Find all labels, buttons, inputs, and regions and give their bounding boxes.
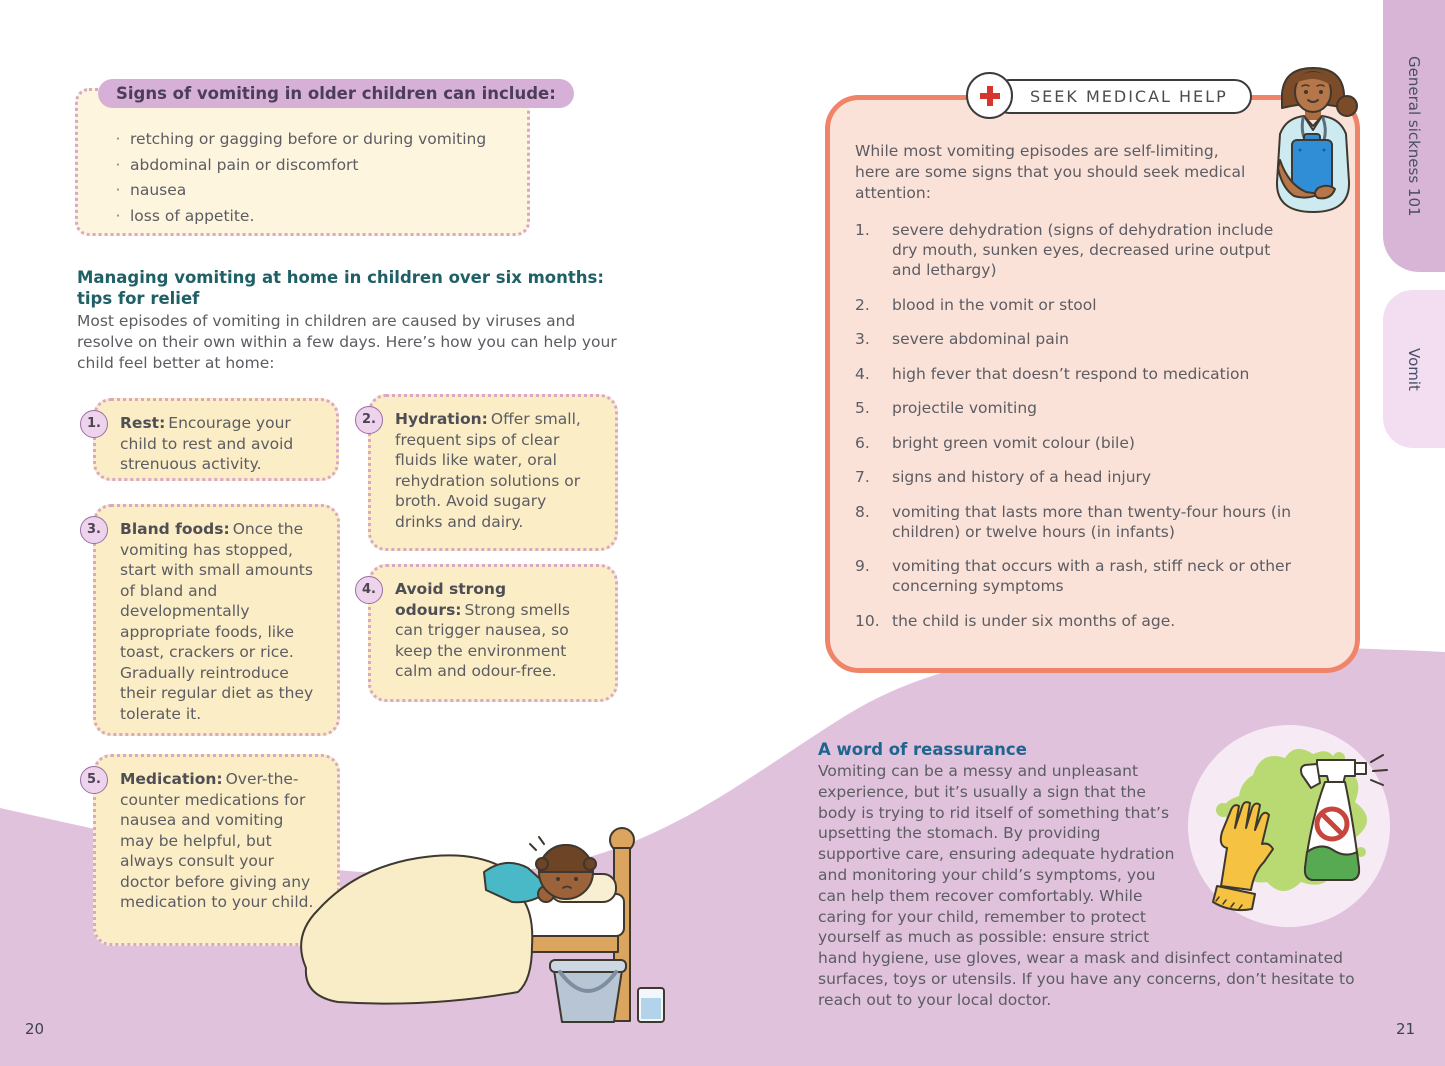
reassurance-section <box>818 740 1396 1011</box>
tip-number-badge: 5. <box>80 766 108 794</box>
signs-of-vomiting-box <box>75 84 556 236</box>
medical-cross-icon <box>966 72 1013 119</box>
list-item: · abdominal pain or discomfort <box>106 153 513 179</box>
tip-box-hydration <box>362 394 618 551</box>
section-intro: Most episodes of vomiting in children are caused by viruses and resolve on their own within a few days. Here’s how you can help your child feel better at home: <box>77 312 617 372</box>
bullet-icon: · <box>115 181 121 199</box>
list-item: 7. signs and history of a head injury <box>855 468 1152 486</box>
seek-medical-help-badge: SEEK MEDICAL HELP <box>992 79 1252 114</box>
medical-box-intro: While most vomiting episodes are self-limiting, here are some signs that you should seek medical attention: <box>855 142 1246 202</box>
list-item: 4. high fever that doesn’t respond to medication <box>855 364 1250 383</box>
list-item: · nausea <box>106 178 513 204</box>
sidebar-tab-general-sickness[interactable]: General sickness 101 <box>1383 0 1445 272</box>
list-item: · loss of appetite. <box>106 204 513 230</box>
text-wrap-spacer <box>1182 761 1396 943</box>
tip-text: Over-the-counter medications for nausea and vomiting may be helpful, but always consult your doctor before giving any medication to your child. <box>120 770 314 911</box>
tip-number-badge: 4. <box>355 576 383 604</box>
sidebar-tab-vomit[interactable]: Vomit <box>1383 290 1445 448</box>
tip-label: Bland foods: <box>120 520 230 538</box>
page-number-right: 21 <box>1396 1020 1416 1038</box>
list-item: 6. bright green vomit colour (bile) <box>855 433 1135 452</box>
list-item: 1. severe dehydration (signs of dehydration include dry mouth, sunken eyes, decreased urine output and lethargy) <box>855 221 1274 279</box>
medical-warning-list <box>855 220 1325 645</box>
list-item: · retching or gagging before or during vomiting <box>106 127 513 153</box>
bullet-icon: · <box>115 206 121 225</box>
tip-box-rest <box>87 398 339 481</box>
tip-text: Offer small, frequent sips of clear fluids like water, oral rehydration solutions or broth. Avoid sugary drinks and dairy. <box>395 410 581 531</box>
tip-box-bland-foods <box>87 504 340 736</box>
list-item: 8. vomiting that lasts more than twenty-four hours (in children) or twelve hours (in infants) <box>855 502 1292 541</box>
tip-number-badge: 2. <box>355 406 383 434</box>
tip-label: Medication: <box>120 770 223 788</box>
tip-label: Hydration: <box>395 410 488 428</box>
tip-box-avoid-odours <box>362 564 618 702</box>
page-number-left: 20 <box>25 1020 45 1038</box>
tip-label: Rest: <box>120 414 166 432</box>
list-item: 10. the child is under six months of age. <box>855 611 1176 630</box>
tip-text: Strong smells can trigger nausea, so keep the environment calm and odour-free. <box>395 600 570 680</box>
list-item: 3. severe abdominal pain <box>855 330 1069 348</box>
tip-label: Avoid strong odours: <box>395 580 507 619</box>
list-item: 2. blood in the vomit or stool <box>855 295 1097 314</box>
list-item: 9. vomiting that occurs with a rash, stiff neck or other concerning symptoms <box>855 557 1291 595</box>
tip-number-badge: 3. <box>80 516 108 544</box>
nurse-illustration <box>1254 60 1374 218</box>
sick-child-in-bed-illustration <box>278 818 690 1034</box>
section-heading: Managing vomiting at home in children over six months: tips for relief <box>77 268 604 308</box>
signs-list <box>106 127 513 229</box>
list-item: 5. projectile vomiting <box>855 399 1037 417</box>
reassurance-body: Vomiting can be a messy and unpleasant experience, but it’s usually a sign that the body is trying to rid itself of something that’s upsetting the stomach. By providing supportive care, ensuring adequate hydration and monitoring your child’s symptoms, you can help them recover comfortably. While caring for your child, remember to protect yourself as much as possible: ensure strict hand hygiene, use gloves, wear a mask and disinfect contaminated surfaces, toys or utensils. If you have any concerns, don’t hesitate to reach out to your local doctor. <box>818 761 1396 1011</box>
tip-text: Once the vomiting has stopped, start with small amounts of bland and developmentally appropriate foods, like toast, crackers or rice. Gradually reintroduce their regular diet as they tolerate it. <box>120 520 314 723</box>
tip-text: Encourage your child to rest and avoid strenuous activity. <box>120 414 294 473</box>
tip-number-badge: 1. <box>80 410 108 438</box>
reassurance-heading: A word of reassurance <box>818 740 1027 759</box>
bullet-icon: · <box>115 130 121 148</box>
bullet-icon: · <box>115 155 121 174</box>
signs-box-title: Signs of vomiting in older children can include: <box>98 79 574 108</box>
